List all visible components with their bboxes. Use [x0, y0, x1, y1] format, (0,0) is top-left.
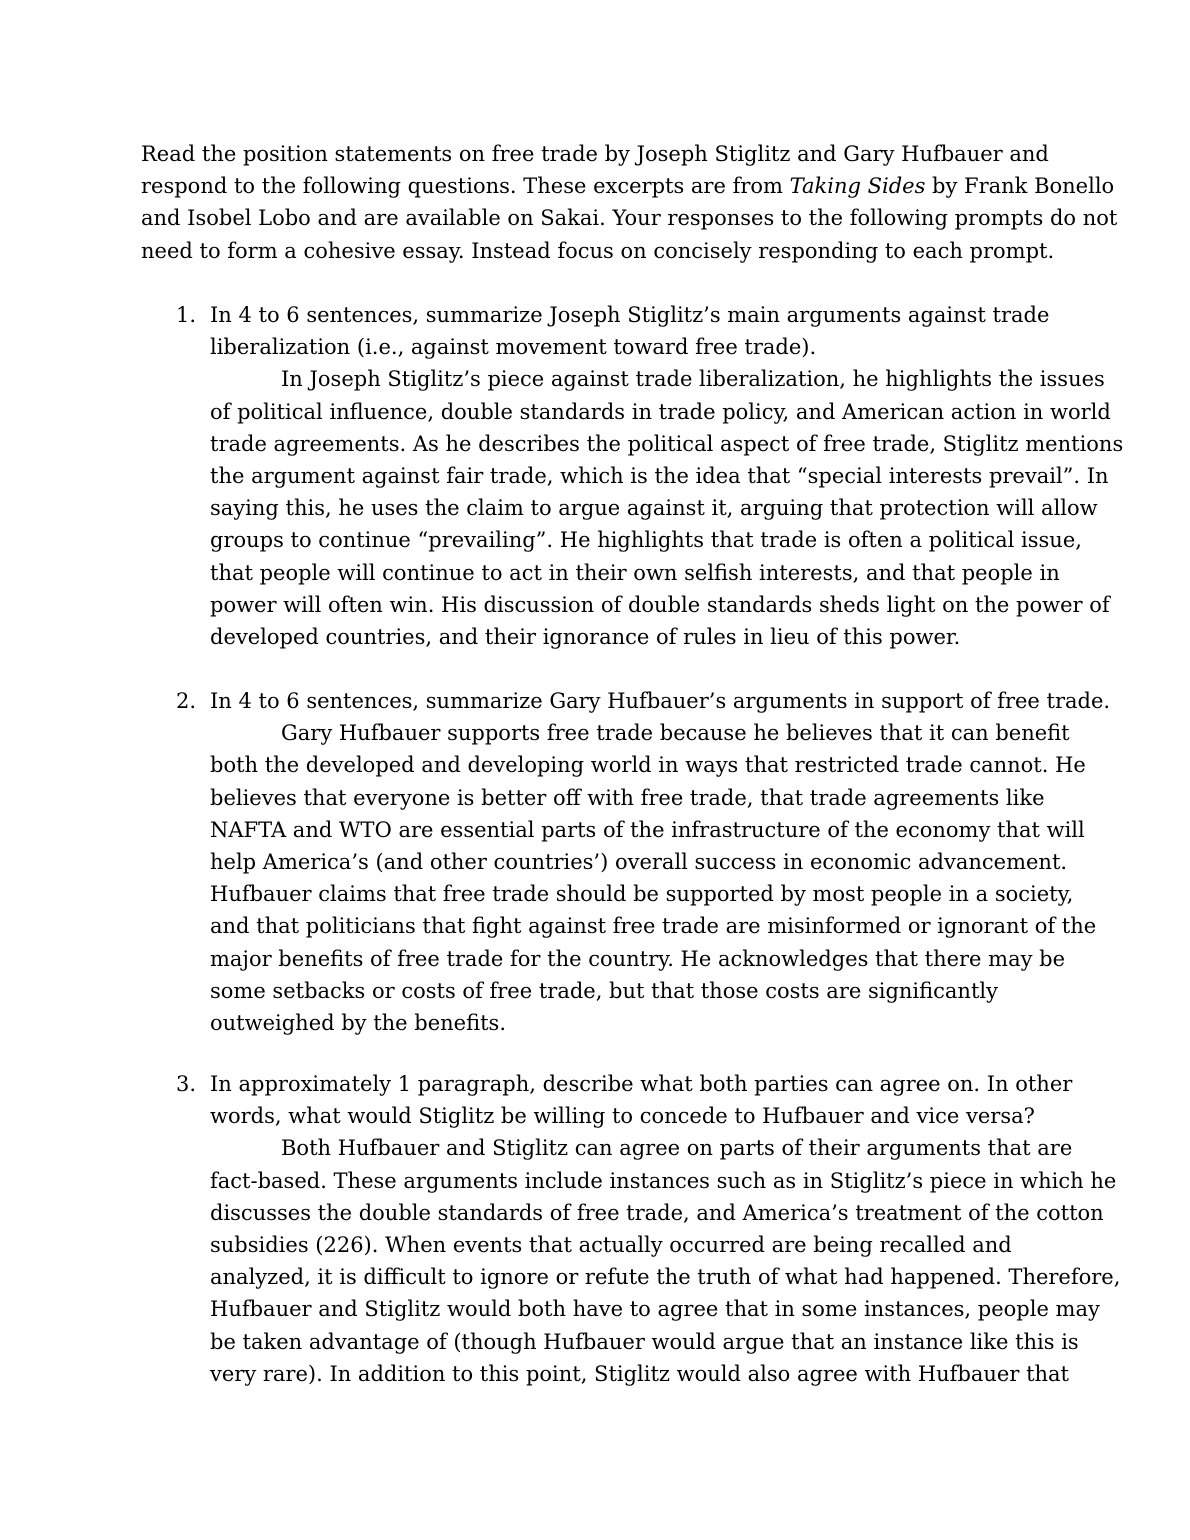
- intro-line: and Isobel Lobo and are available on Sakai. Your responses to the following prompts do not: [141, 206, 1118, 231]
- book-title: Taking Sides: [789, 174, 926, 199]
- intro-paragraph: [141, 138, 1118, 267]
- question-prompt: In 4 to 6 sentences, summarize Gary Hufbauer’s arguments in support of free trade.: [210, 689, 1111, 713]
- question-prompt: In approximately 1 paragraph, describe what both parties can agree on. In other words, what would Stiglitz be willing to concede to Hufbauer and vice versa?: [210, 1072, 1073, 1129]
- question-answer: Gary Hufbauer supports free trade because he believes that it can benefit both the developed and developing world in ways that restricted trade cannot. He believes that everyone is better off with free trade, that trade agreements like NAFTA and WTO are essential parts of the infrastructure of the economy that will help America’s (and other countries’) overall success in economic advancement. Hufbauer claims that free trade should be supported by most people in a society, and that politicians that fight against free trade are misinformed or ignorant of the major benefits of free trade for the country. He acknowledges that there may be some setbacks or costs of free trade, but that those costs are significantly outweighed by the benefits.: [210, 721, 1097, 1036]
- question-number: 1.: [176, 303, 197, 327]
- question-body: [210, 1068, 1121, 1390]
- question-body: [210, 299, 1124, 653]
- question-number: 2.: [176, 689, 197, 713]
- question-prompt: In 4 to 6 sentences, summarize Joseph Stiglitz’s main arguments against trade liberalization (i.e., against movement toward free trade).: [210, 303, 1050, 360]
- question-answer: Both Hufbauer and Stiglitz can agree on parts of their arguments that are fact-based. These arguments include instances such as in Stiglitz’s piece in which he discusses the double standards of free trade, and America’s treatment of the cotton subsidies (226). When events that actually occurred are being recalled and analyzed, it is difficult to ignore or refute the truth of what had happened. Therefore, Hufbauer and Stiglitz would both have to agree that in some instances, people may be taken advantage of (though Hufbauer would argue that an instance like this is very rare). In addition to this point, Stiglitz would also agree with Hufbauer that: [210, 1136, 1121, 1386]
- intro-line: need to form a cohesive essay. Instead focus on concisely responding to each prompt.: [141, 238, 1055, 263]
- intro-line: respond to the following questions. These excerpts are from Taking Sides by Frank Bonello: [141, 174, 1115, 199]
- question-body: [210, 685, 1111, 1039]
- intro-line: Read the position statements on free trade by Joseph Stiglitz and Gary Hufbauer and: [141, 142, 1049, 166]
- question-number: 3.: [176, 1072, 197, 1096]
- question-answer: In Joseph Stiglitz’s piece against trade liberalization, he highlights the issues of political influence, double standards in trade policy, and American action in world trade agreements. As he describes the political aspect of free trade, Stiglitz mentions the argument against fair trade, which is the idea that “special interests prevail”. In saying this, he uses the claim to argue against it, arguing that protection will allow groups to continue “prevailing”. He highlights that trade is often a political issue, that people will continue to act in their own selfish interests, and that people in power will often win. His discussion of double standards sheds light on the power of developed countries, and their ignorance of rules in lieu of this power.: [210, 367, 1124, 650]
